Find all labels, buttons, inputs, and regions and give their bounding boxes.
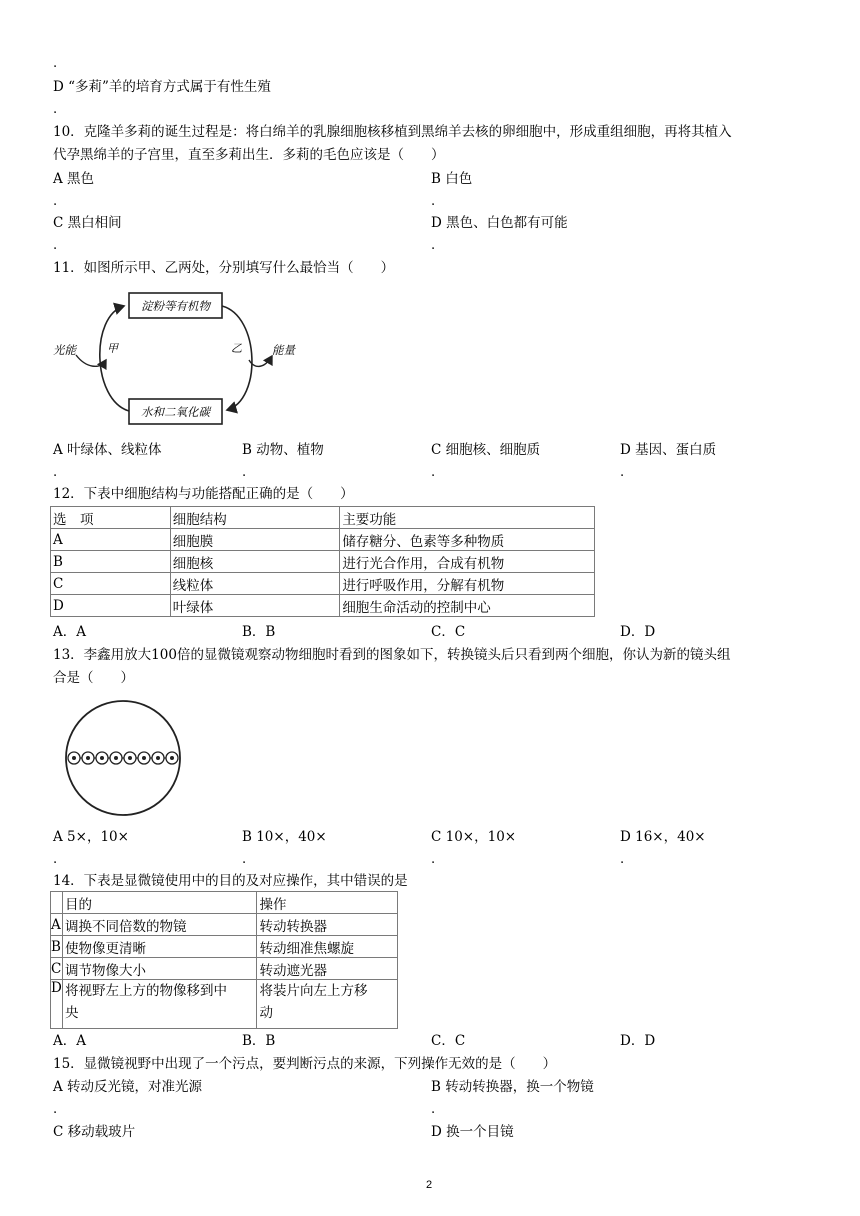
q15-option-b: B 转动转换器，换一个物镜 bbox=[431, 1079, 594, 1095]
table-row bbox=[51, 529, 595, 551]
q13-option-d: D 16×，40× bbox=[620, 829, 706, 845]
q14-option-c: C．C bbox=[431, 1033, 466, 1049]
table-cell: B bbox=[51, 936, 63, 958]
table-cell: 细胞生命活动的控制中心 bbox=[340, 595, 595, 617]
q13-stem-line1: 13．李鑫用放大100倍的显微镜观察动物细胞时看到的图象如下，转换镜头后只看到两个细胞，你认为新的镜头组 bbox=[53, 647, 731, 663]
q12-option-d: D．D bbox=[620, 624, 656, 640]
table-cell: 调换不同倍数的物镜 bbox=[62, 914, 257, 936]
cell-nucleus bbox=[156, 756, 160, 760]
table-header-row bbox=[51, 507, 595, 529]
table-cell-line: 将装片向左上方移 bbox=[259, 983, 368, 999]
table-cell: 线粒体 bbox=[170, 573, 340, 595]
table-cell: D bbox=[51, 595, 171, 617]
q15-option-a: A 转动反光镜，对准光源 bbox=[53, 1079, 203, 1095]
table-cell bbox=[257, 980, 398, 1029]
table-cell: 调节物像大小 bbox=[62, 958, 257, 980]
q12-option-c: C．C bbox=[431, 624, 466, 640]
table-row bbox=[51, 914, 398, 936]
cell-nucleus bbox=[170, 756, 174, 760]
q13-dot: . bbox=[620, 852, 625, 867]
q12-option-a: A．A bbox=[53, 624, 86, 640]
q11-dot: . bbox=[620, 465, 625, 480]
q11-option-c: C 细胞核、细胞质 bbox=[431, 442, 541, 458]
cell-nucleus bbox=[100, 756, 104, 760]
cell-nucleus bbox=[142, 756, 146, 760]
table-cell: 转动转换器 bbox=[257, 914, 398, 936]
table-cell: 细胞膜 bbox=[170, 529, 340, 551]
jia-mark: 甲 bbox=[107, 342, 118, 355]
table-cell: 细胞核 bbox=[170, 551, 340, 573]
q13-option-b: B 10×，40× bbox=[242, 829, 327, 845]
q10-dot: . bbox=[53, 194, 58, 209]
table-cell: D bbox=[51, 980, 63, 1029]
table-cell: 转动遮光器 bbox=[257, 958, 398, 980]
q9-option-d-dot: . bbox=[53, 102, 58, 117]
table-cell: 转动细准焦螺旋 bbox=[257, 936, 398, 958]
q13-option-c: C 10×，10× bbox=[431, 829, 517, 845]
table-header-cell: 目的 bbox=[62, 892, 257, 914]
q11-dot: . bbox=[431, 465, 436, 480]
q9-option-d: D “多莉”羊的培育方式属于有性生殖 bbox=[53, 79, 271, 95]
q13-option-a: A 5×，10× bbox=[53, 829, 129, 845]
q11-stem: 11．如图所示甲、乙两处，分别填写什么最恰当（ ） bbox=[53, 260, 395, 276]
table-header-cell: 操作 bbox=[257, 892, 398, 914]
cell-nucleus bbox=[128, 756, 132, 760]
table-header-cell: 选 项 bbox=[51, 507, 171, 529]
table-cell: A bbox=[51, 914, 63, 936]
q14-option-a: A．A bbox=[53, 1033, 86, 1049]
table-row bbox=[51, 595, 595, 617]
q14-stem: 14．下表是显微镜使用中的目的及对应操作，其中错误的是 bbox=[53, 873, 408, 889]
q13-stem-line2: 合是（ ） bbox=[53, 670, 134, 686]
light-energy-label: 光能 bbox=[53, 343, 76, 357]
yi-mark: 乙 bbox=[231, 342, 242, 355]
q11-option-d: D 基因、蛋白质 bbox=[620, 442, 717, 458]
q12-option-b: B．B bbox=[242, 624, 276, 640]
bottom-box-label: 水和二氧化碳 bbox=[141, 405, 210, 419]
light-input-arrow bbox=[76, 355, 106, 366]
q15-stem: 15．显微镜视野中出现了一个污点，要判断污点的来源，下列操作无效的是（ ） bbox=[53, 1056, 557, 1072]
q13-dot: . bbox=[431, 852, 436, 867]
table-header-cell bbox=[51, 892, 63, 914]
q10-option-c: C 黑白相间 bbox=[53, 215, 122, 231]
table-header-row bbox=[51, 892, 398, 914]
cell-nucleus bbox=[86, 756, 90, 760]
q10-dot: . bbox=[431, 238, 436, 253]
q15-option-d: D 换一个目镜 bbox=[431, 1124, 514, 1140]
q10-option-a: A 黑色 bbox=[53, 171, 95, 187]
q10-option-d: D 黑色、白色都有可能 bbox=[431, 215, 568, 231]
table-row bbox=[51, 980, 398, 1029]
table-cell-line: 将视野左上方的物像移到中 bbox=[64, 983, 227, 999]
q15-dot: . bbox=[431, 1102, 436, 1117]
q14-table bbox=[50, 891, 398, 1029]
q14-option-d: D．D bbox=[620, 1033, 656, 1049]
table-cell: C bbox=[51, 958, 63, 980]
table-cell: C bbox=[51, 573, 171, 595]
q10-dot: . bbox=[431, 194, 436, 209]
table-row bbox=[51, 936, 398, 958]
table-row bbox=[51, 958, 398, 980]
q11-option-a: A 叶绿体、线粒体 bbox=[53, 442, 162, 458]
q11-dot: . bbox=[53, 465, 58, 480]
q11-option-b: B 动物、植物 bbox=[242, 442, 324, 458]
table-cell: 使物像更清晰 bbox=[62, 936, 257, 958]
leading-dot: . bbox=[53, 56, 58, 71]
q14-option-b: B．B bbox=[242, 1033, 276, 1049]
q10-option-b: B 白色 bbox=[431, 171, 473, 187]
table-cell: B bbox=[51, 551, 171, 573]
q12-table bbox=[50, 506, 595, 617]
table-header-cell: 主要功能 bbox=[340, 507, 595, 529]
q10-stem-line2: 代孕黑绵羊的子宫里，直至多莉出生．多莉的毛色应该是（ ） bbox=[53, 147, 445, 163]
q15-dot: . bbox=[53, 1102, 58, 1117]
q10-dot: . bbox=[53, 238, 58, 253]
q10-stem-line1: 10．克隆羊多莉的诞生过程是：将白绵羊的乳腺细胞核移植到黑绵羊去核的卵细胞中，形成重组细胞，再将其植入 bbox=[53, 124, 732, 140]
table-cell-line: 动 bbox=[259, 1005, 273, 1021]
page-number: 2 bbox=[426, 1179, 433, 1191]
cell-nucleus bbox=[72, 756, 76, 760]
q13-dot: . bbox=[242, 852, 247, 867]
q12-stem: 12．下表中细胞结构与功能搭配正确的是（ ） bbox=[53, 486, 354, 502]
right-cycle-arrow bbox=[222, 306, 252, 410]
table-cell: 叶绿体 bbox=[170, 595, 340, 617]
table-cell: A bbox=[51, 529, 171, 551]
table-cell: 进行光合作用，合成有机物 bbox=[340, 551, 595, 573]
q15-option-c: C 移动载玻片 bbox=[53, 1124, 136, 1140]
table-cell: 进行呼吸作用，分解有机物 bbox=[340, 573, 595, 595]
q13-dot: . bbox=[53, 852, 58, 867]
table-header-cell: 细胞结构 bbox=[170, 507, 340, 529]
table-row bbox=[51, 551, 595, 573]
table-cell: 储存糖分、色素等多种物质 bbox=[340, 529, 595, 551]
table-row bbox=[51, 573, 595, 595]
table-cell-line: 央 bbox=[64, 1005, 79, 1021]
microscope-field-view bbox=[62, 698, 186, 818]
table-cell bbox=[62, 980, 257, 1029]
top-box-label: 淀粉等有机物 bbox=[141, 299, 210, 313]
energy-cycle-diagram bbox=[50, 288, 310, 430]
cell-nucleus bbox=[114, 756, 118, 760]
left-cycle-arrow bbox=[100, 306, 129, 411]
q11-dot: . bbox=[242, 465, 247, 480]
energy-label: 能量 bbox=[272, 343, 295, 357]
